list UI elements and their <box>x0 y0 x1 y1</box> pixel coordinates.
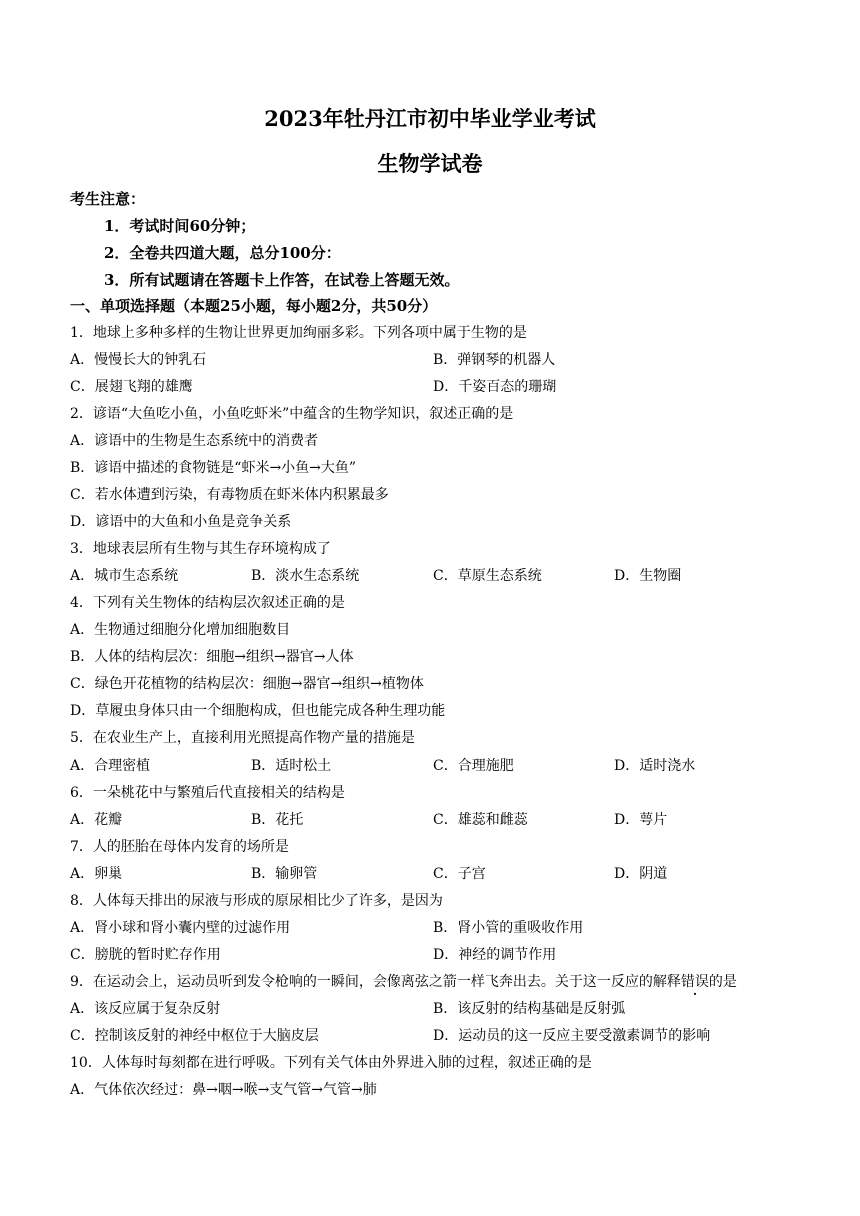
option-c: C．雄蕊和雌蕊 <box>433 812 528 828</box>
notice-heading: 考生注意： <box>70 190 146 208</box>
option-a: A．城市生态系统 <box>70 568 179 584</box>
option-c: C．合理施肥 <box>433 758 514 774</box>
option-a: A．该反应属于复杂反射 <box>70 1001 221 1017</box>
option-b: B．人体的结构层次：细胞→组织→器官→人体 <box>70 649 354 665</box>
notice-item: 2．全卷共四道大题，总分100分： <box>104 244 341 262</box>
option-d: D．神经的调节作用 <box>433 947 557 963</box>
option-d: D．萼片 <box>614 812 668 828</box>
option-a: A．生物通过细胞分化增加细胞数目 <box>70 622 291 638</box>
option-c: C．膀胱的暂时贮存作用 <box>70 947 221 963</box>
option-c: C．若水体遭到污染，有毒物质在虾米体内积累最多 <box>70 487 389 503</box>
question-stem: 1．地球上多种多样的生物让世界更加绚丽多彩。下列各项中属于生物的是 <box>70 325 527 341</box>
option-b: B．淡水生态系统 <box>251 568 360 584</box>
question-stem: 2．谚语“大鱼吃小鱼，小鱼吃虾米”中蕴含的生物学知识，叙述正确的是 <box>70 406 514 422</box>
option-b: B．弹钢琴的机器人 <box>433 352 556 368</box>
option-b: B．谚语中描述的食物链是“虾米→小鱼→大鱼” <box>70 460 357 476</box>
option-c: C．草原生态系统 <box>433 568 542 584</box>
option-a: A．谚语中的生物是生态系统中的消费者 <box>70 433 319 449</box>
option-b: B．该反射的结构基础是反射弧 <box>433 1001 626 1017</box>
option-c: C．子宫 <box>433 866 486 882</box>
stem-text: 的是 <box>708 974 737 990</box>
option-a: A．卵巢 <box>70 866 123 882</box>
question-stem <box>70 973 737 991</box>
option-b: B．适时松土 <box>251 758 332 774</box>
option-d: D．谚语中的大鱼和小鱼是竞争关系 <box>70 514 292 530</box>
question-stem: 6．一朵桃花中与繁殖后代直接相关的结构是 <box>70 785 345 801</box>
option-a: A．慢慢长大的钟乳石 <box>70 352 207 368</box>
question-stem: 10．人体每时每刻都在进行呼吸。下列有关气体由外界进入肺的过程，叙述正确的是 <box>70 1055 592 1071</box>
notice-item: 3．所有试题请在答题卡上作答，在试卷上答题无效。 <box>104 271 460 289</box>
option-c: C．展翅飞翔的雄鹰 <box>70 379 193 395</box>
option-a: A．气体依次经过：鼻→咽→喉→支气管→气管→肺 <box>70 1082 377 1098</box>
notice-item: 1．考试时间60分钟； <box>104 217 256 235</box>
option-a: A．合理密植 <box>70 758 151 774</box>
option-d: D．生物圈 <box>614 568 682 584</box>
option-a: A．花瓣 <box>70 812 123 828</box>
option-c: C．控制该反射的神经中枢位于大脑皮层 <box>70 1028 319 1044</box>
option-b: B．花托 <box>251 812 304 828</box>
question-stem: 5．在农业生产上，直接利用光照提高作物产量的措施是 <box>70 730 415 746</box>
option-b: B．输卵管 <box>251 866 318 882</box>
question-stem: 8．人体每天排出的尿液与形成的原尿相比少了许多，是因为 <box>70 893 443 909</box>
option-d: D．运动员的这一反应主要受激素调节的影响 <box>433 1028 711 1044</box>
emphasis-word: 错误 <box>680 974 709 990</box>
question-stem: 3．地球表层所有生物与其生存环境构成了 <box>70 541 331 557</box>
stem-text: 9．在运动会上，运动员听到发令枪响的一瞬间，会像离弦之箭一样飞奔出去。关于这一反应的解释 <box>70 974 681 990</box>
option-d: D．阴道 <box>614 866 668 882</box>
option-d: D．千姿百态的珊瑚 <box>433 379 557 395</box>
exam-title: 2023年牡丹江市初中毕业学业考试 <box>264 106 596 131</box>
exam-subtitle: 生物学试卷 <box>377 151 483 176</box>
question-stem: 4．下列有关生物体的结构层次叙述正确的是 <box>70 595 345 611</box>
option-b: B．肾小管的重吸收作用 <box>433 920 584 936</box>
option-d: D．草履虫身体只由一个细胞构成，但也能完成各种生理功能 <box>70 703 446 719</box>
question-stem: 7．人的胚胎在母体内发育的场所是 <box>70 839 289 855</box>
option-a: A．肾小球和肾小囊内壁的过滤作用 <box>70 920 291 936</box>
section-heading: 一、单项选择题（本题25小题，每小题2分，共50分） <box>70 297 438 315</box>
option-d: D．适时浇水 <box>614 758 696 774</box>
option-c: C．绿色开花植物的结构层次：细胞→器官→组织→植物体 <box>70 676 424 692</box>
